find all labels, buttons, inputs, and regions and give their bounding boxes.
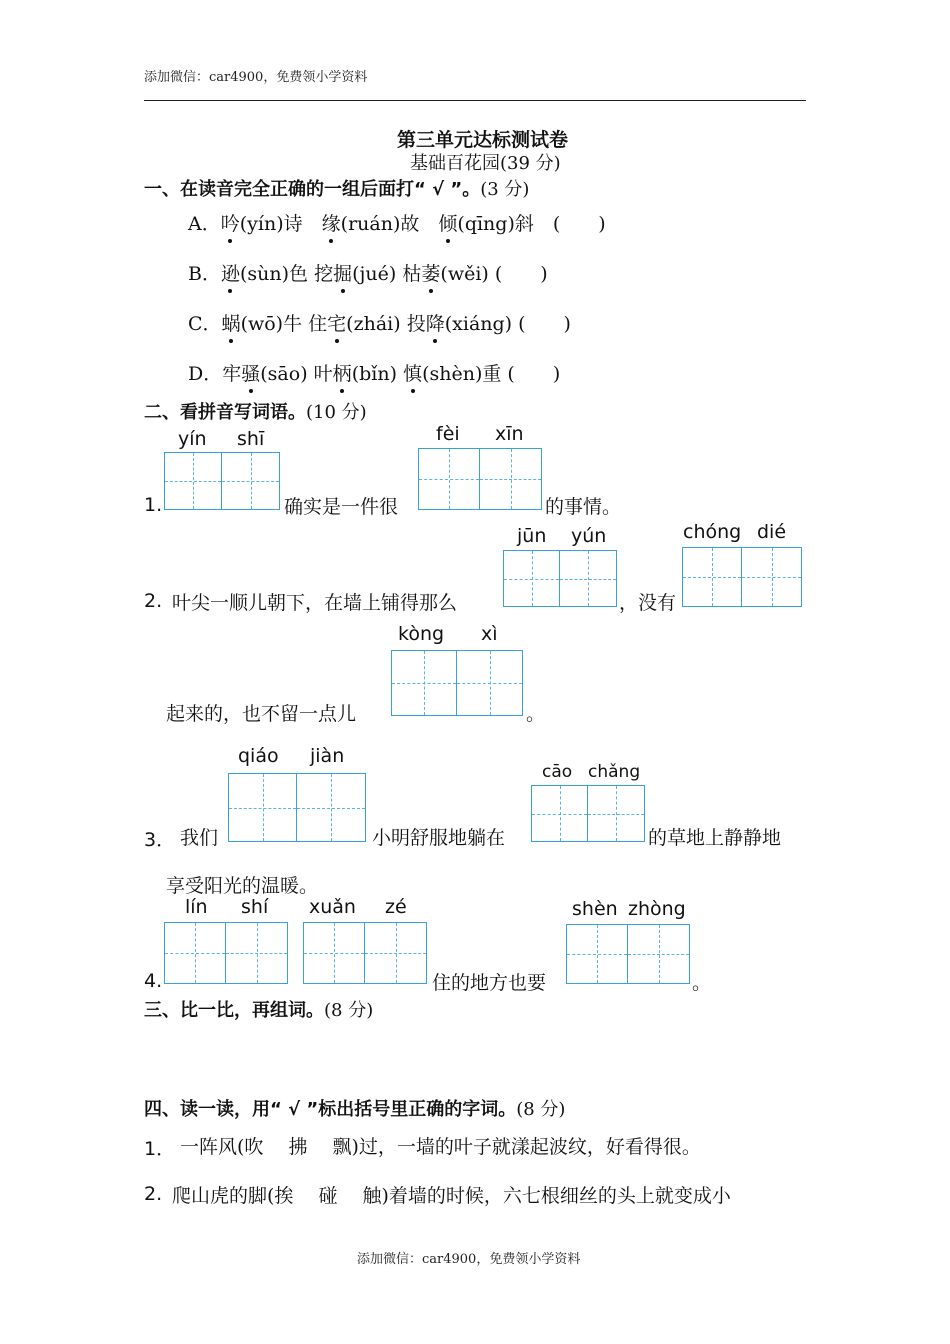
- sentence-text: 住的地方也要: [432, 972, 547, 994]
- sentence-text: 小明舒服地躺在: [372, 827, 506, 849]
- question-number: 3．: [144, 829, 176, 851]
- dotted-char: 蜗: [222, 309, 241, 336]
- writing-cell[interactable]: [742, 547, 802, 607]
- writing-cell[interactable]: [682, 547, 742, 607]
- answer-blank[interactable]: ( ): [507, 363, 561, 385]
- writing-cell[interactable]: [228, 773, 297, 842]
- option-d: [188, 359, 560, 386]
- section-1-points: (3 分): [480, 179, 530, 200]
- plain-char: 叶: [313, 363, 333, 385]
- pinyin-label: qiáo: [238, 745, 279, 767]
- writing-cell[interactable]: [480, 448, 542, 510]
- pinyin-word: (wō)牛: [240, 313, 303, 335]
- pinyin-word: (zhái): [346, 313, 401, 335]
- pinyin-word: (ruán)故: [340, 213, 420, 235]
- dotted-char: 吟: [221, 209, 240, 236]
- writing-grid[interactable]: [303, 922, 427, 984]
- pinyin-label: chóng: [683, 521, 742, 543]
- header-rule: [144, 100, 806, 101]
- dotted-char: 缘: [322, 209, 341, 236]
- sentence-text: 一阵风(吹 拂 飘)过，一墙的叶子就漾起波纹，好看得很。: [180, 1136, 701, 1158]
- answer-blank[interactable]: ( ): [552, 213, 606, 235]
- question-number: 2.: [144, 1183, 163, 1205]
- writing-grid[interactable]: [682, 547, 802, 607]
- writing-cell[interactable]: [560, 550, 617, 607]
- pinyin-label: shí: [241, 896, 269, 918]
- pinyin-word: (sùn)色: [239, 263, 309, 285]
- writing-grid[interactable]: [391, 650, 523, 716]
- pinyin-label: jiàn: [310, 745, 345, 767]
- writing-cell[interactable]: [628, 924, 690, 984]
- writing-cell[interactable]: [303, 922, 365, 984]
- writing-cell[interactable]: [457, 650, 523, 716]
- sentence-text: ，没有: [619, 592, 677, 614]
- pinyin-word: (bǐn): [351, 363, 397, 385]
- section-2-points: (10 分): [306, 402, 367, 423]
- pinyin-label: zhòng: [628, 898, 686, 920]
- plain-char: 牢: [222, 363, 242, 385]
- pinyin-label: yún: [571, 525, 607, 547]
- pinyin-label: shèn: [572, 898, 618, 920]
- writing-cell[interactable]: [588, 785, 645, 842]
- section-3-heading: [144, 996, 373, 1022]
- writing-grid[interactable]: [566, 924, 690, 984]
- sentence-text: 起来的，也不留一点儿: [166, 703, 357, 725]
- pinyin-word: (xiáng): [444, 313, 513, 335]
- sentence-text: 的事情。: [545, 496, 622, 518]
- writing-cell[interactable]: [365, 922, 427, 984]
- writing-grid[interactable]: [228, 773, 366, 842]
- writing-cell[interactable]: [531, 785, 588, 842]
- writing-cell[interactable]: [164, 922, 226, 984]
- sentence-text: 确实是一件很: [284, 496, 399, 518]
- option-b-label: B．: [188, 263, 221, 285]
- option-c: [188, 309, 571, 336]
- sentence-text: 。: [526, 703, 546, 725]
- dotted-char: 掘: [333, 259, 352, 286]
- section-4-points: (8 分): [516, 1099, 566, 1120]
- pinyin-label: xīn: [495, 423, 524, 445]
- footer-note: 添加微信：car4900，免费领小学资料: [357, 1252, 581, 1267]
- option-d-label: D．: [188, 363, 223, 385]
- option-b: [188, 259, 548, 286]
- sentence-text: 的草地上静静地: [648, 827, 782, 849]
- pinyin-label: yín: [178, 428, 207, 450]
- pinyin-word: (shèn)重: [422, 363, 502, 385]
- writing-grid[interactable]: [531, 785, 645, 842]
- writing-grid[interactable]: [164, 452, 280, 510]
- question-number: 4.: [144, 970, 163, 992]
- writing-grid[interactable]: [503, 550, 617, 607]
- pinyin-word: (jué): [352, 263, 397, 285]
- dotted-char: 逊: [221, 259, 240, 286]
- writing-cell[interactable]: [418, 448, 480, 510]
- dotted-char: 骚: [241, 359, 260, 386]
- dotted-char: 倾: [438, 209, 457, 236]
- pinyin-label: jūn: [517, 525, 547, 547]
- pinyin-label: xuǎn: [309, 896, 356, 918]
- answer-blank[interactable]: ( ): [494, 263, 548, 285]
- sentence-text: 叶尖一顺儿朝下，在墙上铺得那么: [172, 592, 458, 614]
- pinyin-label: cāo: [542, 762, 573, 782]
- writing-cell[interactable]: [222, 452, 280, 510]
- pinyin-label: zé: [385, 896, 407, 918]
- plain-char: 投: [406, 313, 426, 335]
- section-2-heading: [144, 398, 367, 424]
- section-2-title: 二、看拼音写词语。: [144, 402, 306, 423]
- sentence-text: 。: [692, 972, 712, 994]
- plain-char: 住: [308, 313, 328, 335]
- section-1-heading: [144, 175, 529, 201]
- pinyin-label: chǎng: [588, 762, 641, 782]
- pinyin-word: (yín)诗: [239, 213, 303, 235]
- answer-blank[interactable]: ( ): [518, 313, 571, 335]
- section-1-title: 一、在读音完全正确的一组后面打“ √ ”。: [144, 179, 481, 200]
- page-subtitle: 基础百花园(39 分): [410, 153, 561, 174]
- plain-char: 挖: [314, 263, 334, 285]
- pinyin-label: fèi: [436, 423, 460, 445]
- section-4-title: 四、读一读，用“ √ ”标出括号里正确的字词。: [144, 1099, 517, 1120]
- pinyin-word: (wěi): [440, 263, 489, 285]
- dotted-char: 萎: [421, 259, 440, 286]
- sentence-text: 爬山虎的脚(挨 碰 触)着墙的时候，六七根细丝的头上就变成小: [172, 1185, 731, 1207]
- writing-cell[interactable]: [503, 550, 560, 607]
- section-3-title: 三、比一比，再组词。: [144, 1000, 324, 1021]
- pinyin-label: lín: [185, 896, 208, 918]
- section-4-heading: [144, 1095, 565, 1121]
- question-number: 2.: [144, 590, 163, 612]
- writing-grid[interactable]: [164, 922, 288, 984]
- writing-grid[interactable]: [418, 448, 542, 510]
- page-title: 第三单元达标测试卷: [397, 129, 569, 151]
- sentence-text: 我们: [180, 827, 219, 849]
- question-number: 1.: [144, 494, 163, 516]
- section-3-points: (8 分): [324, 1000, 374, 1021]
- header-note: 添加微信：car4900，免费领小学资料: [144, 70, 368, 85]
- option-c-label: C．: [188, 313, 222, 335]
- writing-cell[interactable]: [164, 452, 222, 510]
- pinyin-label: shī: [237, 428, 265, 450]
- pinyin-label: xì: [481, 623, 498, 645]
- pinyin-word: (qīng)斜: [457, 213, 534, 235]
- pinyin-word: (sāo): [260, 363, 308, 385]
- option-a-label: A．: [188, 213, 221, 235]
- sentence-text: 享受阳光的温暖。: [166, 875, 319, 897]
- writing-cell[interactable]: [391, 650, 457, 716]
- dotted-char: 宅: [327, 309, 346, 336]
- plain-char: 枯: [402, 263, 422, 285]
- pinyin-label: kòng: [398, 623, 445, 645]
- dotted-char: 降: [426, 309, 445, 336]
- writing-cell[interactable]: [226, 922, 288, 984]
- option-a: [188, 209, 606, 236]
- pinyin-label: dié: [757, 521, 787, 543]
- dotted-char: 柄: [333, 359, 352, 386]
- dotted-char: 慎: [403, 359, 422, 386]
- writing-cell[interactable]: [297, 773, 366, 842]
- question-number: 1．: [144, 1138, 176, 1160]
- writing-cell[interactable]: [566, 924, 628, 984]
